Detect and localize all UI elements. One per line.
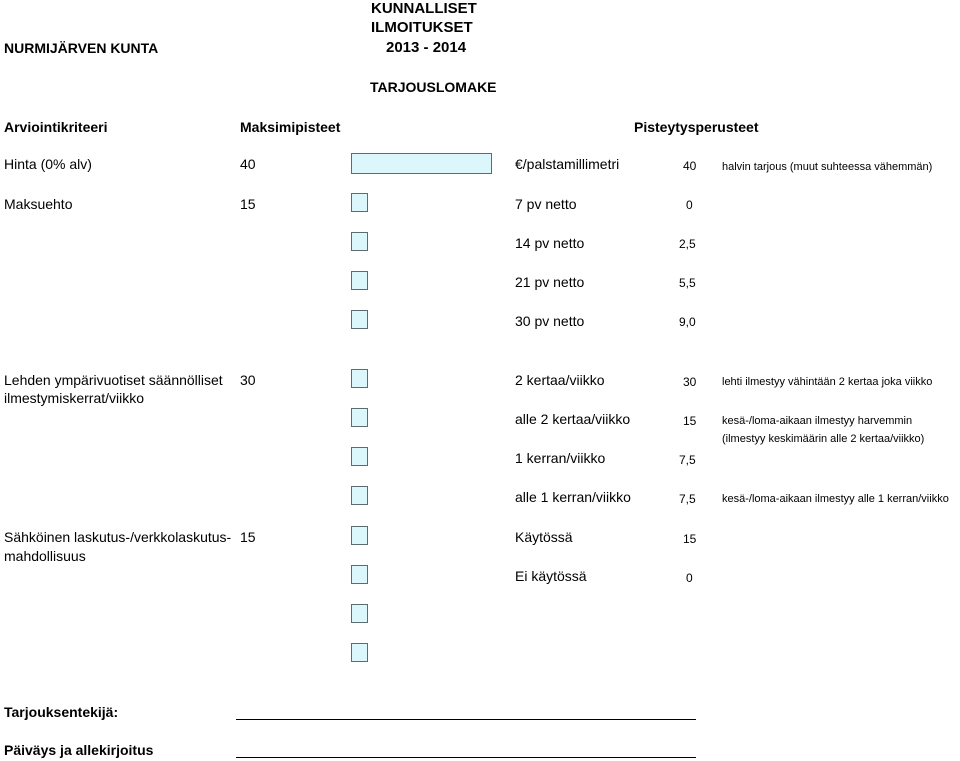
- frequency-option-note: kesä-/loma-aikaan ilmestyy alle 1 kerran/viikko: [722, 493, 949, 505]
- frequency-option-points: 30: [683, 375, 697, 389]
- payment-option-label: 21 pv netto: [515, 274, 585, 290]
- frequency-option-label: 2 kertaa/viikko: [515, 372, 605, 388]
- offerer-signature-line[interactable]: [236, 719, 696, 720]
- frequency-extra-note: (ilmestyy keskimäärin alle 2 kertaa/viikko): [722, 433, 925, 445]
- price-input[interactable]: [351, 153, 492, 174]
- invoicing-max-points: 15: [240, 529, 256, 545]
- price-unit: €/palstamillimetri: [515, 156, 620, 172]
- municipality-name: NURMIJÄRVEN KUNTA: [4, 40, 159, 56]
- frequency-option-label: alle 2 kertaa/viikko: [515, 411, 631, 427]
- frequency-max-points: 30: [240, 372, 256, 388]
- price-label: Hinta (0% alv): [4, 156, 92, 172]
- payment-max-points: 15: [240, 196, 256, 212]
- payment-option-points: 0: [686, 198, 693, 212]
- invoicing-option-label: Ei käytössä: [515, 568, 587, 584]
- column-header-max-points: Maksimipisteet: [240, 119, 341, 135]
- column-header-basis: Pisteytysperusteet: [634, 119, 759, 135]
- date-signature-line[interactable]: [236, 757, 696, 758]
- price-note: halvin tarjous (muut suhteessa vähemmän): [722, 161, 933, 173]
- invoicing-option-label: Käytössä: [515, 529, 573, 545]
- payment-option-checkbox[interactable]: [351, 232, 368, 251]
- invoicing-option-checkbox[interactable]: [351, 526, 368, 545]
- unlabeled-checkbox[interactable]: [351, 643, 368, 662]
- period: 2013 - 2014: [386, 39, 467, 56]
- payment-option-checkbox[interactable]: [351, 271, 368, 290]
- payment-option-label: 7 pv netto: [515, 196, 577, 212]
- payment-option-label: 30 pv netto: [515, 313, 585, 329]
- frequency-label-line2: ilmestymiskerrat/viikko: [4, 390, 145, 406]
- frequency-option-label: 1 kerran/viikko: [515, 450, 606, 466]
- payment-option-checkbox[interactable]: [351, 193, 368, 212]
- invoicing-option-points: 15: [683, 532, 697, 546]
- payment-label: Maksuehto: [4, 196, 73, 212]
- frequency-option-points: 7,5: [679, 453, 696, 467]
- price-max-points: 40: [240, 156, 256, 172]
- payment-option-label: 14 pv netto: [515, 235, 585, 251]
- frequency-option-label: alle 1 kerran/viikko: [515, 489, 631, 505]
- title-line1: KUNNALLISET: [371, 0, 477, 17]
- payment-option-points: 9,0: [679, 315, 696, 329]
- frequency-option-note: kesä-/loma-aikaan ilmestyy harvemmin: [722, 415, 913, 427]
- frequency-option-points: 7,5: [679, 492, 696, 506]
- offerer-label: Tarjouksentekijä:: [4, 704, 119, 720]
- payment-option-checkbox[interactable]: [351, 310, 368, 329]
- frequency-option-checkbox[interactable]: [351, 369, 368, 388]
- frequency-option-points: 15: [683, 414, 697, 428]
- invoicing-label-line2: mahdollisuus: [4, 548, 86, 564]
- frequency-option-note: lehti ilmestyy vähintään 2 kertaa joka viikko: [722, 376, 933, 388]
- unlabeled-checkbox[interactable]: [351, 604, 368, 623]
- frequency-option-checkbox[interactable]: [351, 486, 368, 505]
- invoicing-label-line1: Sähköinen laskutus-/verkkolaskutus-: [4, 529, 232, 545]
- title-line2: ILMOITUKSET: [371, 19, 473, 36]
- frequency-label-line1: Lehden ympärivuotiset säännölliset: [4, 372, 223, 388]
- column-header-criteria: Arviointikriteeri: [4, 119, 108, 135]
- payment-option-points: 2,5: [679, 237, 696, 251]
- invoicing-option-points: 0: [686, 571, 693, 585]
- form-title: TARJOUSLOMAKE: [370, 79, 497, 95]
- date-signature-label: Päiväys ja allekirjoitus: [4, 742, 154, 758]
- frequency-option-checkbox[interactable]: [351, 447, 368, 466]
- price-points: 40: [683, 159, 697, 173]
- frequency-option-checkbox[interactable]: [351, 408, 368, 427]
- payment-option-points: 5,5: [679, 276, 696, 290]
- invoicing-option-checkbox[interactable]: [351, 565, 368, 584]
